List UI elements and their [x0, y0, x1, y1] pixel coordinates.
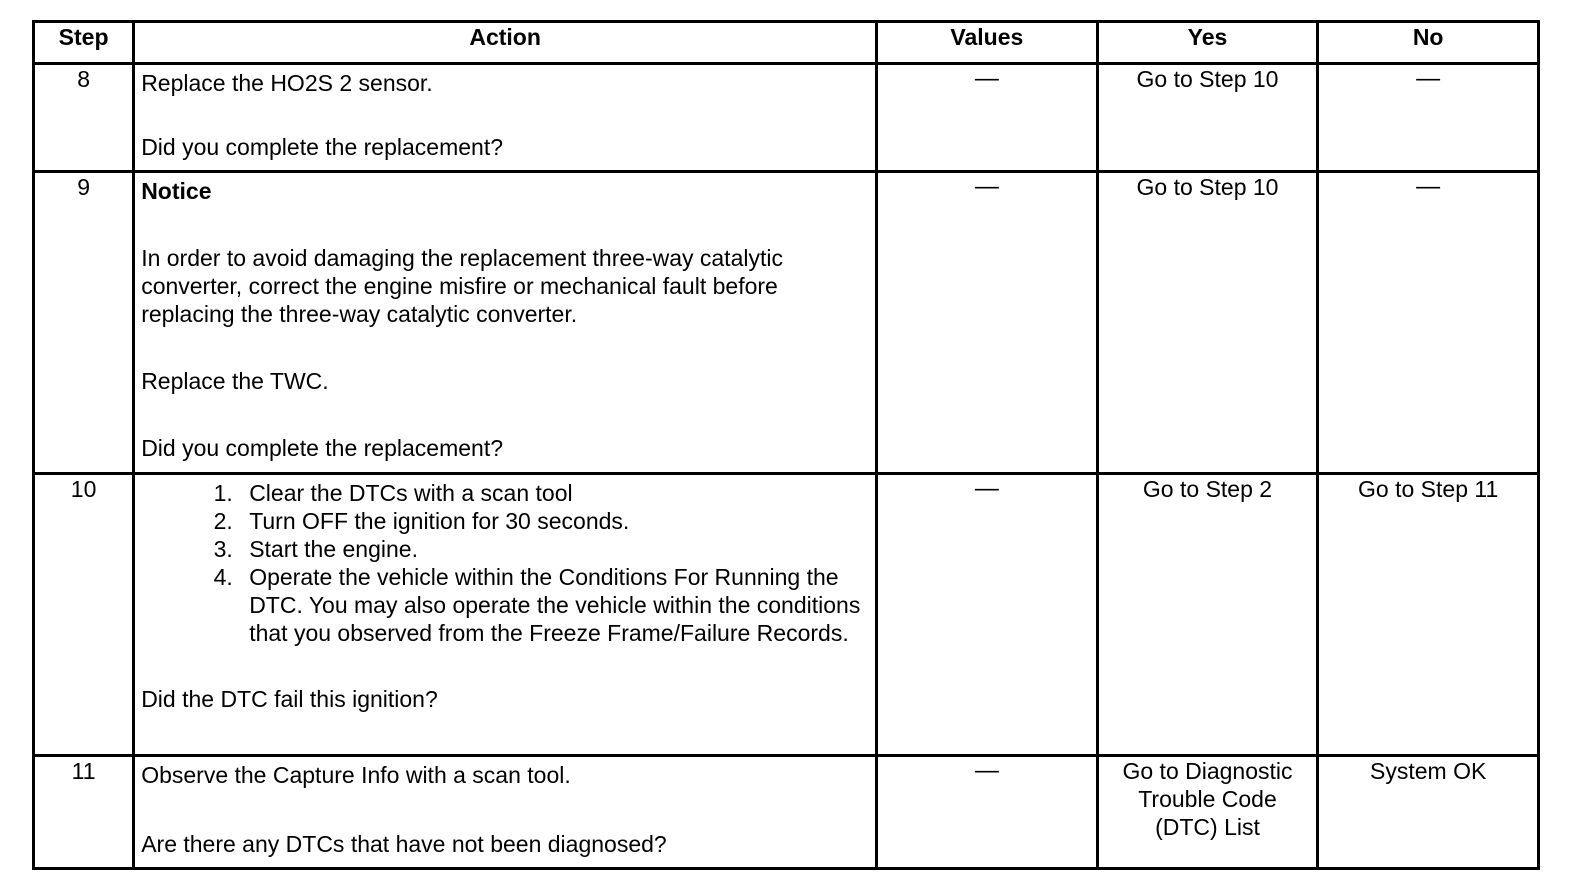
action-question: Did you complete the replacement?: [141, 134, 503, 160]
diagnostic-table: [32, 20, 1540, 870]
yes-cell: Go to Step 2: [1097, 474, 1318, 756]
list-item: 4. Operate the vehicle within the Conditions For Running the DTC. You may also operate the vehicle within the conditions that you observed from the Freeze Frame/Failure Records.: [239, 563, 869, 647]
procedure-list: [141, 479, 869, 647]
values-cell: —: [877, 64, 1098, 172]
table-row: [34, 756, 1539, 869]
no-cell: System OK: [1318, 756, 1539, 869]
action-cell: [134, 474, 877, 756]
action-instruction: Observe the Capture Info with a scan tool.: [141, 762, 571, 788]
list-item: 1. Clear the DTCs with a scan tool: [239, 479, 869, 507]
yes-cell: Go to Diagnostic Trouble Code (DTC) List: [1097, 756, 1318, 869]
values-cell: —: [877, 474, 1098, 756]
no-cell: —: [1318, 172, 1539, 474]
action-cell: [134, 756, 877, 869]
header-yes: Yes: [1097, 22, 1318, 64]
yes-cell: Go to Step 10: [1097, 172, 1318, 474]
action-question: Are there any DTCs that have not been diagnosed?: [141, 831, 667, 857]
notice-text: In order to avoid damaging the replacement three-way catalytic converter, correct the engine misfire or mechanical fault before replacing the three-way catalytic converter.: [141, 245, 783, 327]
list-item: 3. Start the engine.: [239, 535, 869, 563]
action-question: Did you complete the replacement?: [141, 435, 503, 461]
action-instruction: Replace the HO2S 2 sensor.: [141, 70, 433, 96]
table-row: [34, 172, 1539, 474]
list-item: 2. Turn OFF the ignition for 30 seconds.: [239, 507, 869, 535]
table-row: [34, 474, 1539, 756]
step-number: 11: [34, 756, 134, 869]
no-cell: Go to Step 11: [1318, 474, 1539, 756]
yes-cell: Go to Step 10: [1097, 64, 1318, 172]
step-number: 9: [34, 172, 134, 474]
header-step: Step: [34, 22, 134, 64]
action-cell: [134, 172, 877, 474]
table-row: [34, 64, 1539, 172]
values-cell: —: [877, 172, 1098, 474]
header-values: Values: [877, 22, 1098, 64]
values-cell: —: [877, 756, 1098, 869]
notice-title: Notice: [141, 178, 212, 204]
action-cell: [134, 64, 877, 172]
step-number: 8: [34, 64, 134, 172]
no-cell: —: [1318, 64, 1539, 172]
action-question: Did the DTC fail this ignition?: [141, 686, 438, 712]
action-instruction: Replace the TWC.: [141, 368, 329, 394]
header-row: [34, 22, 1539, 64]
step-number: 10: [34, 474, 134, 756]
header-no: No: [1318, 22, 1539, 64]
header-action: Action: [134, 22, 877, 64]
